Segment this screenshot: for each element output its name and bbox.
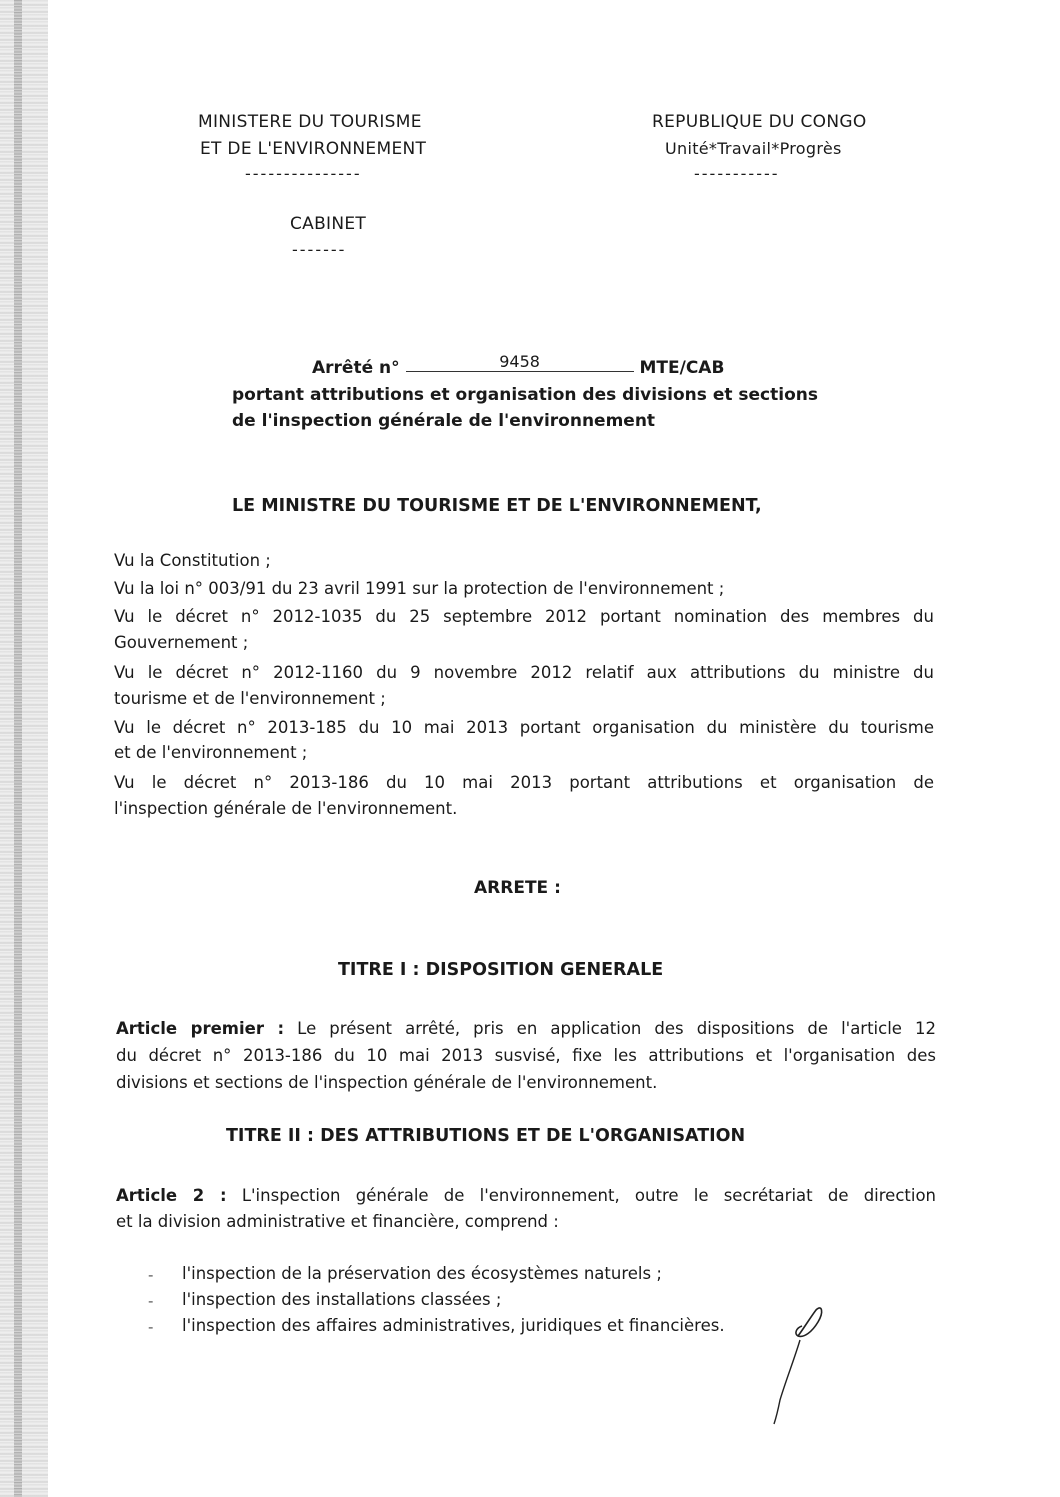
list-item: l'inspection de la préservation des écosystèmes naturels ; xyxy=(182,1264,662,1283)
article-2-text-1: L'inspection générale de l'environnement, outre le secrétariat de direction xyxy=(226,1186,936,1205)
visa-line: Vu le décret n° 2012-1160 du 9 novembre 2012 relatif aux attributions du ministre du xyxy=(114,663,934,682)
list-bullet: - xyxy=(148,1266,154,1284)
article-2-line-2: et la division administrative et financière, comprend : xyxy=(116,1212,559,1231)
list-item: l'inspection des installations classées ; xyxy=(182,1290,502,1309)
article-1-line-2: du décret n° 2013-186 du 10 mai 2013 susvisé, fixe les attributions et l'organisation des xyxy=(116,1046,936,1065)
visa-line: Gouvernement ; xyxy=(114,633,249,652)
visa-line: Vu le décret n° 2013-186 du 10 mai 2013 portant attributions et organisation de xyxy=(114,773,934,792)
decree-subject-line-1: portant attributions et organisation des divisions et sections xyxy=(232,385,818,405)
paraph-signature-icon xyxy=(770,1300,840,1430)
visa-line: Vu la Constitution ; xyxy=(114,551,271,570)
article-1-label: Article premier : xyxy=(116,1019,285,1038)
article-2-label: Article 2 : xyxy=(116,1186,227,1205)
titre-1-heading: TITRE I : DISPOSITION GENERALE xyxy=(338,960,664,980)
list-item: l'inspection des affaires administratives, juridiques et financières. xyxy=(182,1316,725,1335)
scan-edge-binding xyxy=(14,0,22,1497)
visa-line: Vu la loi n° 003/91 du 23 avril 1991 sur la protection de l'environnement ; xyxy=(114,579,725,598)
national-motto: Unité*Travail*Progrès xyxy=(665,139,842,158)
republic-dash: ----------- xyxy=(694,164,780,183)
cabinet-dash: ------- xyxy=(292,240,347,259)
article-1-line-1 xyxy=(116,1015,936,1042)
scan-edge xyxy=(0,0,48,1497)
article-1-text-1: Le présent arrêté, pris en application des dispositions de l'article 12 xyxy=(284,1019,937,1038)
article-2-line-1 xyxy=(116,1182,936,1209)
decree-number-line xyxy=(312,352,725,378)
decree-subject-line-2: de l'inspection générale de l'environnement xyxy=(232,411,656,431)
visa-line: et de l'environnement ; xyxy=(114,743,308,762)
ministry-line-2: ET DE L'ENVIRONNEMENT xyxy=(200,139,427,159)
list-bullet: - xyxy=(148,1292,154,1310)
list-bullet: - xyxy=(148,1318,154,1336)
republic-title: REPUBLIQUE DU CONGO xyxy=(652,112,867,132)
visa-line: Vu le décret n° 2012-1035 du 25 septembre 2012 portant nomination des membres du xyxy=(114,607,934,626)
titre-2-heading: TITRE II : DES ATTRIBUTIONS ET DE L'ORGANISATION xyxy=(226,1126,746,1146)
ministry-dash: --------------- xyxy=(245,164,362,183)
visa-line: l'inspection générale de l'environnement. xyxy=(114,799,458,818)
arrete-heading: ARRETE : xyxy=(474,878,561,898)
decree-number: 9458 xyxy=(406,353,634,372)
decree-prefix: Arrêté n° xyxy=(312,358,400,378)
cabinet-label: CABINET xyxy=(290,214,367,234)
visa-line: tourisme et de l'environnement ; xyxy=(114,689,386,708)
visa-line: Vu le décret n° 2013-185 du 10 mai 2013 portant organisation du ministère du tourisme xyxy=(114,718,934,737)
minister-heading: LE MINISTRE DU TOURISME ET DE L'ENVIRONNEMENT, xyxy=(232,496,762,516)
article-1-line-3: divisions et sections de l'inspection générale de l'environnement. xyxy=(116,1073,658,1092)
decree-suffix: MTE/CAB xyxy=(639,358,725,378)
ministry-line-1: MINISTERE DU TOURISME xyxy=(198,112,422,132)
